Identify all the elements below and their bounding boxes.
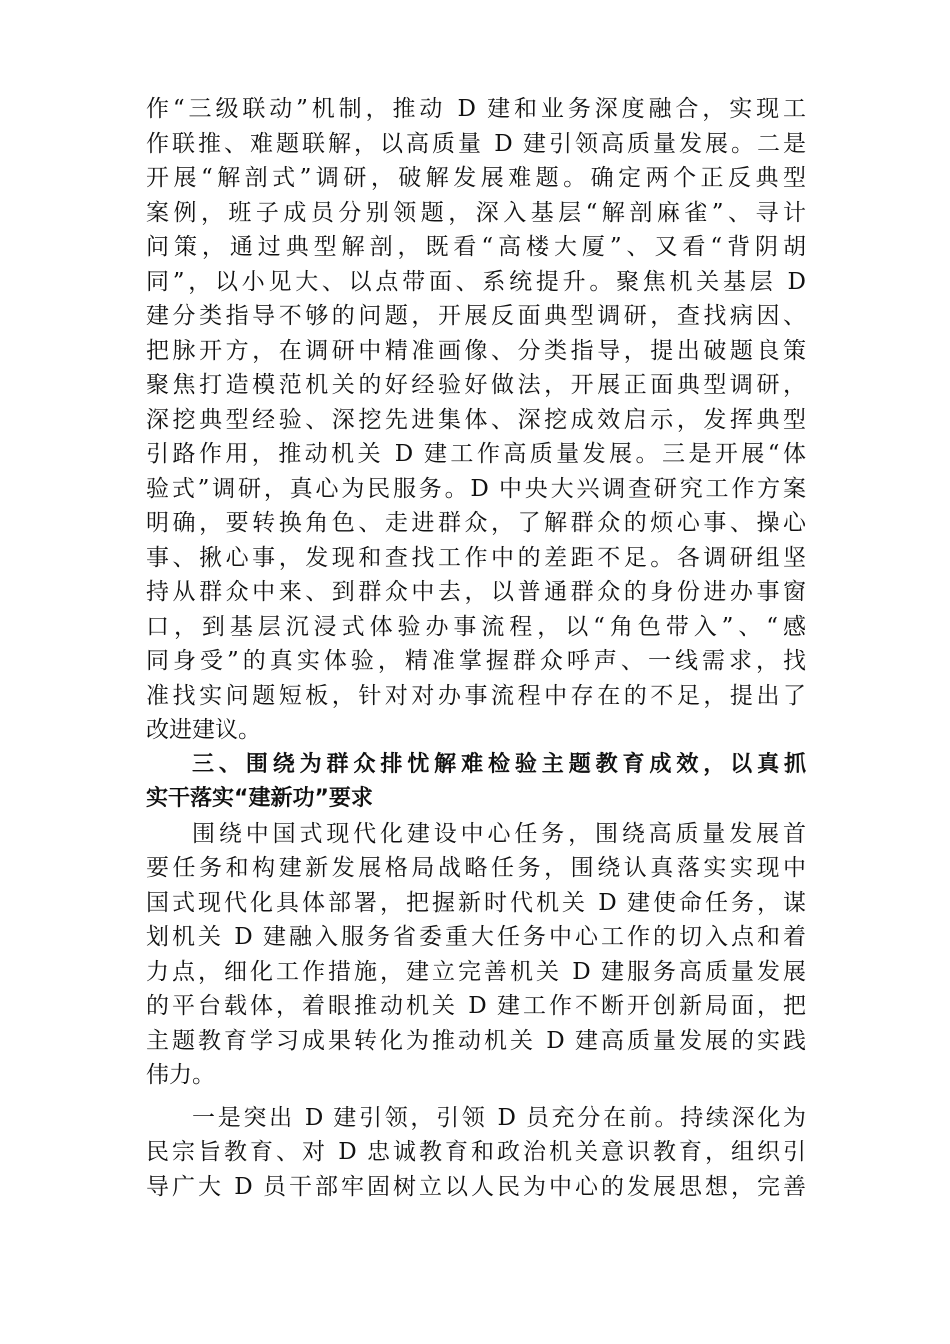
paragraph-2 xyxy=(146,817,806,1093)
text-line: 划机关 D 建融入服务省委重大任务中心工作的切入点和着 xyxy=(146,924,806,950)
text-line: 同身受”的真实体验，精准掌握群众呼声、一线需求，找 xyxy=(146,648,806,674)
text-line: 导广大 D 员干部牢固树立以人民为中心的发展思想，完善 xyxy=(146,1173,806,1200)
text-line: 明确，要转换角色、走进群众，了解群众的烦心事、操心 xyxy=(146,510,806,536)
paragraph-1 xyxy=(146,92,806,748)
text-line: 作“三级联动”机制，推动 D 建和业务深度融合，实现工 xyxy=(146,96,806,122)
paragraph-spacer xyxy=(146,1093,806,1101)
text-line: 作联推、难题联解，以高质量 D 建引领高质量发展。二是 xyxy=(146,130,806,157)
text-line: 持从群众中来、到群众中去，以普通群众的身份进办事窗 xyxy=(146,579,806,605)
text-line: 的平台载体，着眼推动机关 D 建工作不断开创新局面，把 xyxy=(146,993,806,1019)
text-line: 开展“解剖式”调研，破解发展难题。确定两个正反典型 xyxy=(146,165,806,191)
text-line: 深挖典型经验、深挖先进集体、深挖成效启示，发挥典型 xyxy=(146,406,806,433)
text-line: 主题教育学习成果转化为推动机关 D 建高质量发展的实践 xyxy=(146,1027,806,1054)
text-line: 准找实问题短板，针对对办事流程中存在的不足，提出了 xyxy=(146,682,806,709)
text-line: 伟力。 xyxy=(146,1062,215,1088)
text-line: 聚焦打造模范机关的好经验好做法，开展正面典型调研， xyxy=(146,372,806,398)
text-line: 验式”调研，真心为民服务。D 中央大兴调查研究工作方案 xyxy=(146,475,806,502)
text-line: 问策，通过典型解剖，既看“高楼大厦”、又看“背阴胡 xyxy=(146,234,806,260)
section-heading-3 xyxy=(146,748,806,817)
text-line: 案例，班子成员分别领题，深入基层“解剖麻雀”、寻计 xyxy=(146,199,806,226)
text-line: 改进建议。 xyxy=(146,717,261,743)
text-line: 力点，细化工作措施，建立完善机关 D 建服务高质量发展 xyxy=(146,958,806,985)
text-line: 围绕中国式现代化建设中心任务，围绕高质量发展首 xyxy=(192,820,806,847)
text-line: 要任务和构建新发展格局战略任务，围绕认真落实实现中 xyxy=(146,855,806,881)
heading-line: 实干落实“建新功”要求 xyxy=(146,786,373,811)
text-line: 民宗旨教育、对 D 忠诚教育和政治机关意识教育，组织引 xyxy=(146,1139,806,1165)
text-line: 事、揪心事，发现和查找工作中的差距不足。各调研组坚 xyxy=(146,544,806,571)
document-page xyxy=(146,92,806,1204)
text-line: 口，到基层沉浸式体验办事流程，以“角色带入”、“感 xyxy=(146,613,806,640)
heading-line: 三、围绕为群众排忧解难检验主题教育成效，以真抓 xyxy=(192,751,806,777)
text-line: 一是突出 D 建引领，引领 D 员充分在前。持续深化为 xyxy=(192,1104,806,1131)
text-line: 同”，以小见大、以点带面、系统提升。聚焦机关基层 D xyxy=(146,268,806,295)
text-line: 把脉开方，在调研中精准画像、分类指导，提出破题良策 xyxy=(146,337,806,364)
paragraph-3 xyxy=(146,1101,806,1205)
text-line: 国式现代化具体部署，把握新时代机关 D 建使命任务，谋 xyxy=(146,889,806,916)
text-line: 建分类指导不够的问题，开展反面典型调研，查找病因、 xyxy=(146,303,806,329)
text-line: 引路作用，推动机关 D 建工作高质量发展。三是开展“体 xyxy=(146,441,806,467)
